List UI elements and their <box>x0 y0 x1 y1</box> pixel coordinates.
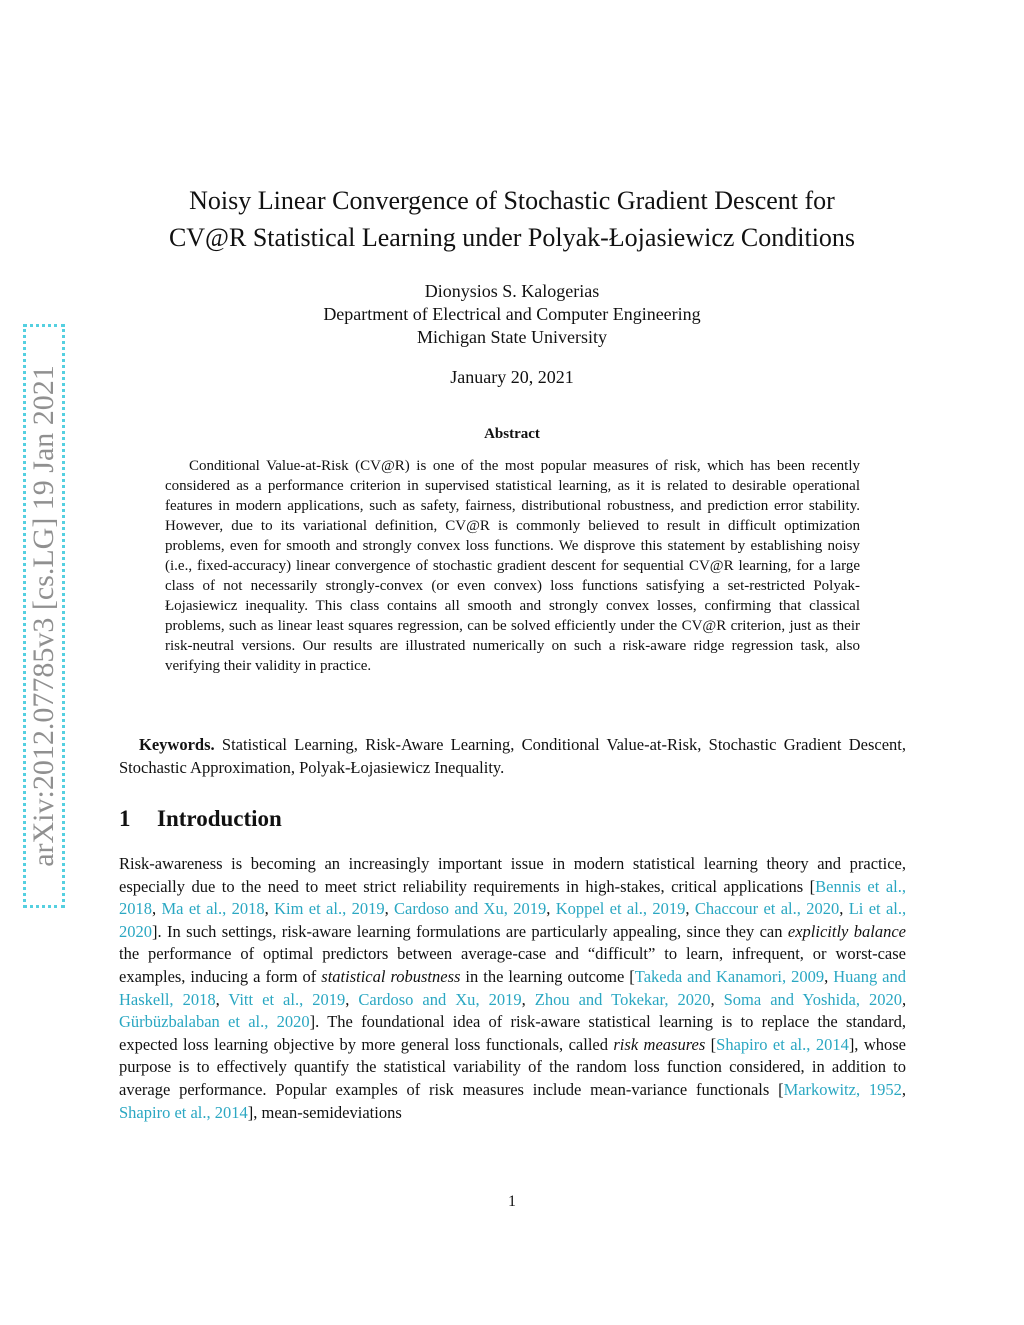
citation-link[interactable]: Koppel et al., 2019 <box>555 899 686 919</box>
intro-text: ]. In such settings, risk-aware learning formulations are particularly appealing, since they can <box>152 921 788 941</box>
author-university: Michigan State University <box>417 327 607 347</box>
citation-link[interactable]: Shapiro et al., 2014 <box>716 1034 849 1054</box>
title-line-1: Noisy Linear Convergence of Stochastic Gradient Descent for <box>189 186 835 215</box>
keywords-label: Keywords. <box>139 735 215 754</box>
section-title: Introduction <box>157 806 282 831</box>
page-number: 1 <box>508 1193 516 1210</box>
section-number: 1 <box>119 806 131 831</box>
emphasis: risk measures <box>613 1034 706 1054</box>
citation-link[interactable]: Vitt et al., 2019 <box>228 989 346 1009</box>
citation-link[interactable]: Zhou and Tokekar, 2020 <box>534 989 711 1009</box>
intro-paragraph: Risk-awareness is becoming an increasingly important issue in modern statistical learning theory and practice, especially due to the need to meet strict reliability requirements in high-stakes, critical applications [Bennis et al., 2018, Ma et al., 2018, Kim et al., 2019, Cardoso and Xu, 2019, Koppel et al., 2019, Chaccour et al., 2020, Li et al., 2020]. In such settings, risk-aware learning formulations are particularly appealing, since they can explicitly balance the performance of optimal predictors between average-case and “difficult” to learn, infrequent, or worst-case examples, inducing a form of statistical robustness in the learning outcome [Takeda and Kanamori, 2009, Huang and Haskell, 2018, Vitt et al., 2019, Cardoso and Xu, 2019, Zhou and Tokekar, 2020, Soma and Yoshida, 2020, Gürbüzbalaban et al., 2020]. The foundational idea of risk-aware statistical learning is to replace the standard, expected loss learning objective by more general loss functionals, called risk measures [Shapiro et al., 2014], whose purpose is to effectively quantify the statistical variability of the random loss function considered, in addition to average performance. Popular examples of risk measures include mean-variance functionals [Markowitz, 1952, Shapiro et al., 2014], mean-semideviations <box>119 854 907 1122</box>
author-name: Dionysios S. Kalogerias <box>424 281 600 301</box>
title-line-2: CV@R Statistical Learning under Polyak-Łojasiewicz Conditions <box>168 223 856 252</box>
citation-link[interactable]: Chaccour et al., 2020 <box>694 899 840 919</box>
citation-link[interactable]: Soma and Yoshida, 2020 <box>723 989 902 1009</box>
intro-text: Risk-awareness is becoming an increasingly important issue in modern statistical learning theory and practice, especially due to the need to meet strict reliability requirements in high-stakes, critical applications [ <box>119 854 906 896</box>
arxiv-stamp <box>23 324 65 908</box>
intro-text: ], mean-semideviations <box>247 1102 402 1122</box>
citation-link[interactable]: Bennis et al., 2018 <box>119 876 906 919</box>
citation-link[interactable]: Kim et al., 2019 <box>274 899 385 919</box>
author-block <box>100 280 924 349</box>
citation-link[interactable]: Takeda and Kanamori, 2009 <box>634 966 825 986</box>
paper-date: January 20, 2021 <box>450 367 574 387</box>
citation-link[interactable]: Cardoso and Xu, 2019 <box>358 989 522 1009</box>
arxiv-stamp-text: arXiv:2012.07785v3 [cs.LG] 19 Jan 2021 <box>27 365 60 867</box>
intro-text: the performance of optimal predictors between average-case and “difficult” to learn, infrequent, or worst-case examples, inducing a form of <box>119 944 906 986</box>
citation-link[interactable]: Shapiro et al., 2014 <box>119 1102 248 1122</box>
paper-title <box>100 182 924 256</box>
author-department: Department of Electrical and Computer Engineering <box>323 304 701 324</box>
citation-link[interactable]: Li et al., 2020 <box>119 899 907 941</box>
intro-text: in the learning outcome [ <box>460 966 635 986</box>
emphasis: explicitly balance <box>787 921 906 941</box>
citation-link[interactable]: Ma et al., 2018 <box>161 899 265 919</box>
citation-link[interactable]: Cardoso and Xu, 2019 <box>394 899 547 919</box>
citation-link[interactable]: Huang and Haskell, 2018 <box>119 966 907 1009</box>
intro-text: ], whose purpose is to effectively quantify the statistical variability of the random loss function considered, in addition to average performance. Popular examples of risk measures include mean-variance functionals [ <box>119 1034 907 1099</box>
intro-text: ]. The foundational idea of risk-aware statistical learning is to replace the standard, expected loss learning objective by more general loss functionals, called <box>119 1012 906 1054</box>
citation-link[interactable]: Gürbüzbalaban et al., 2020 <box>119 1012 310 1032</box>
keywords <box>119 733 906 779</box>
citation-link[interactable]: Markowitz, 1952 <box>783 1079 902 1099</box>
abstract-heading: Abstract <box>484 426 540 442</box>
intro-text: [ <box>705 1034 717 1054</box>
emphasis: statistical robustness <box>321 966 461 986</box>
section-heading <box>119 806 282 832</box>
keywords-text: Statistical Learning, Risk-Aware Learning, Conditional Value-at-Risk, Stochastic Gradient Descent, Stochastic Approximation, Polyak-Łojasiewicz Inequality. <box>119 735 907 777</box>
abstract-text: Conditional Value-at-Risk (CV@R) is one of the most popular measures of risk, which has been recently considered as a performance criterion in supervised statistical learning, as it is related to desirable operational features in modern applications, such as safety, fairness, distributional robustness, and prediction error stability. However, due to its variational definition, CV@R is commonly believed to result in difficult optimization problems, even for smooth and strongly convex loss functions. We disprove this statement by establishing noisy (i.e., fixed-accuracy) linear convergence of stochastic gradient descent for sequential CV@R learning, for a large class of not necessarily strongly-convex (or even convex) loss functions satisfying a set-restricted Polyak-Łojasiewicz inequality. This class contains all smooth and strongly convex losses, confirming that classical problems, such as linear least squares regression, can be solved efficiently under the CV@R criterion, just as their risk-neutral versions. Our results are illustrated numerically on such a risk-aware ridge regression task, also verifying their validity in practice. <box>165 458 860 674</box>
